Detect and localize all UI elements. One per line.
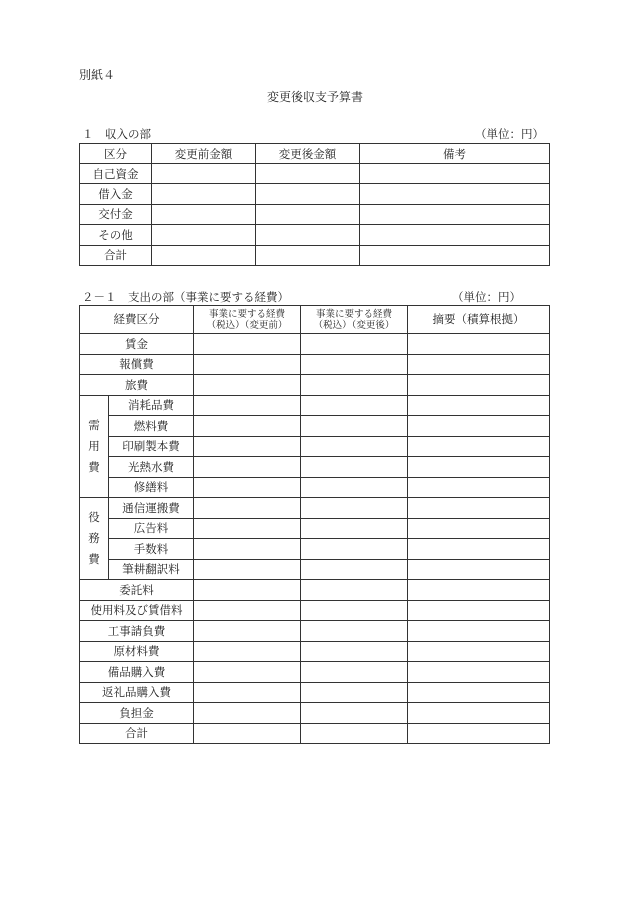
income-before-cell bbox=[152, 204, 256, 224]
expense-before-cell bbox=[194, 354, 301, 375]
expense-before-cell bbox=[194, 580, 301, 601]
table-row bbox=[80, 245, 550, 265]
expense-unit: （単位：円） bbox=[452, 290, 521, 304]
income-col-category: 区分 bbox=[80, 144, 152, 164]
expense-remarks-cell bbox=[408, 641, 550, 662]
expense-before-cell bbox=[194, 436, 301, 457]
expense-row-label: 負担金 bbox=[80, 703, 194, 724]
income-before-cell bbox=[152, 245, 256, 265]
table-row bbox=[80, 334, 550, 355]
expense-after-cell bbox=[301, 621, 408, 642]
expense-remarks-cell bbox=[408, 354, 550, 375]
expense-after-cell bbox=[301, 477, 408, 498]
expense-row-label: 報償費 bbox=[80, 354, 194, 375]
expense-row-label: 備品購入費 bbox=[80, 662, 194, 683]
table-row bbox=[80, 395, 550, 416]
expense-remarks-cell bbox=[408, 723, 550, 744]
expense-sub-row-label: 広告料 bbox=[109, 518, 194, 539]
table-row bbox=[80, 518, 550, 539]
group-label-supplies: 需 用 費 bbox=[80, 395, 109, 498]
table-row bbox=[80, 498, 550, 519]
table-row bbox=[80, 225, 550, 245]
table-row bbox=[80, 682, 550, 703]
income-after-cell bbox=[256, 225, 360, 245]
expense-remarks-cell bbox=[408, 477, 550, 498]
income-before-cell bbox=[152, 164, 256, 184]
expense-col-after-line2: （税込）（変更後） bbox=[313, 319, 395, 331]
income-remarks-cell bbox=[360, 204, 550, 224]
table-row bbox=[80, 641, 550, 662]
expense-after-cell bbox=[301, 682, 408, 703]
expense-before-cell bbox=[194, 703, 301, 724]
expense-row-label: 旅費 bbox=[80, 375, 194, 396]
income-heading: １ 収入の部 bbox=[82, 127, 151, 141]
expense-total-label: 合計 bbox=[80, 723, 194, 744]
expense-remarks-cell bbox=[408, 334, 550, 355]
expense-before-cell bbox=[194, 518, 301, 539]
income-before-cell bbox=[152, 225, 256, 245]
expense-remarks-cell bbox=[408, 498, 550, 519]
income-after-cell bbox=[256, 245, 360, 265]
table-row bbox=[80, 662, 550, 683]
table-row bbox=[80, 703, 550, 724]
income-remarks-cell bbox=[360, 184, 550, 204]
expense-after-cell bbox=[301, 354, 408, 375]
expense-col-before-line2: （税込）（変更前） bbox=[206, 319, 288, 331]
expense-after-cell bbox=[301, 457, 408, 478]
expense-before-cell bbox=[194, 334, 301, 355]
expense-after-cell bbox=[301, 559, 408, 580]
table-row bbox=[80, 600, 550, 621]
expense-remarks-cell bbox=[408, 457, 550, 478]
table-row bbox=[80, 559, 550, 580]
expense-after-cell bbox=[301, 436, 408, 457]
expense-after-cell bbox=[301, 416, 408, 437]
expense-remarks-cell bbox=[408, 436, 550, 457]
expense-after-cell bbox=[301, 580, 408, 601]
income-row-label: 合計 bbox=[80, 245, 152, 265]
group-label-services: 役 務 費 bbox=[80, 498, 109, 580]
expense-row-label: 工事請負費 bbox=[80, 621, 194, 642]
expense-before-cell bbox=[194, 539, 301, 560]
table-row bbox=[80, 621, 550, 642]
expense-before-cell bbox=[194, 457, 301, 478]
expense-before-cell bbox=[194, 416, 301, 437]
table-row bbox=[80, 580, 550, 601]
expense-sub-row-label: 修繕料 bbox=[109, 477, 194, 498]
income-remarks-cell bbox=[360, 245, 550, 265]
expense-after-cell bbox=[301, 539, 408, 560]
expense-col-category: 経費区分 bbox=[80, 306, 194, 334]
income-before-cell bbox=[152, 184, 256, 204]
expense-row-label: 返礼品購入費 bbox=[80, 682, 194, 703]
expense-after-cell bbox=[301, 498, 408, 519]
expense-col-after-line1: 事業に要する経費 bbox=[315, 308, 392, 320]
income-col-after: 変更後金額 bbox=[256, 144, 360, 164]
expense-before-cell bbox=[194, 641, 301, 662]
expense-after-cell bbox=[301, 518, 408, 539]
expense-sub-row-label: 燃料費 bbox=[109, 416, 194, 437]
expense-col-remarks: 摘要（積算根拠） bbox=[408, 306, 550, 334]
expense-table bbox=[79, 305, 550, 744]
expense-before-cell bbox=[194, 498, 301, 519]
document-title: 変更後収支予算書 bbox=[266, 90, 363, 104]
expense-row-label: 賃金 bbox=[80, 334, 194, 355]
table-row bbox=[80, 436, 550, 457]
expense-after-cell bbox=[301, 334, 408, 355]
expense-after-cell bbox=[301, 703, 408, 724]
expense-after-cell bbox=[301, 723, 408, 744]
income-table bbox=[79, 143, 550, 266]
table-row bbox=[80, 416, 550, 437]
expense-remarks-cell bbox=[408, 600, 550, 621]
table-row bbox=[80, 354, 550, 375]
expense-remarks-cell bbox=[408, 375, 550, 396]
income-after-cell bbox=[256, 204, 360, 224]
income-col-before: 変更前金額 bbox=[152, 144, 256, 164]
expense-sub-row-label: 手数料 bbox=[109, 539, 194, 560]
income-remarks-cell bbox=[360, 164, 550, 184]
table-row bbox=[80, 375, 550, 396]
income-row-label: その他 bbox=[80, 225, 152, 245]
expense-remarks-cell bbox=[408, 703, 550, 724]
expense-sub-row-label: 通信運搬費 bbox=[109, 498, 194, 519]
expense-col-after bbox=[301, 306, 408, 334]
table-row bbox=[80, 723, 550, 744]
expense-sub-row-label: 印刷製本費 bbox=[109, 436, 194, 457]
income-row-label: 交付金 bbox=[80, 204, 152, 224]
table-row bbox=[80, 184, 550, 204]
table-row bbox=[80, 477, 550, 498]
income-row-label: 借入金 bbox=[80, 184, 152, 204]
expense-remarks-cell bbox=[408, 559, 550, 580]
income-unit: （単位：円） bbox=[475, 127, 544, 141]
expense-before-cell bbox=[194, 662, 301, 683]
income-row-label: 自己資金 bbox=[80, 164, 152, 184]
expense-remarks-cell bbox=[408, 662, 550, 683]
expense-col-before bbox=[194, 306, 301, 334]
expense-remarks-cell bbox=[408, 621, 550, 642]
expense-before-cell bbox=[194, 682, 301, 703]
income-col-remarks: 備考 bbox=[360, 144, 550, 164]
expense-before-cell bbox=[194, 375, 301, 396]
expense-after-cell bbox=[301, 375, 408, 396]
income-after-cell bbox=[256, 184, 360, 204]
expense-row-label: 使用料及び賃借料 bbox=[80, 600, 194, 621]
income-remarks-cell bbox=[360, 225, 550, 245]
expense-heading: ２－１ 支出の部（事業に要する経費） bbox=[82, 290, 289, 304]
expense-sub-row-label: 筆耕翻訳料 bbox=[109, 559, 194, 580]
expense-after-cell bbox=[301, 395, 408, 416]
income-header-row bbox=[80, 144, 550, 164]
table-row bbox=[80, 204, 550, 224]
expense-sub-row-label: 光熱水費 bbox=[109, 457, 194, 478]
expense-after-cell bbox=[301, 662, 408, 683]
expense-remarks-cell bbox=[408, 580, 550, 601]
expense-remarks-cell bbox=[408, 416, 550, 437]
expense-header-row bbox=[80, 306, 550, 334]
expense-row-label: 委託料 bbox=[80, 580, 194, 601]
income-after-cell bbox=[256, 164, 360, 184]
table-row bbox=[80, 539, 550, 560]
expense-col-before-line1: 事業に要する経費 bbox=[208, 308, 285, 320]
expense-sub-row-label: 消耗品費 bbox=[109, 395, 194, 416]
expense-before-cell bbox=[194, 723, 301, 744]
expense-remarks-cell bbox=[408, 682, 550, 703]
expense-before-cell bbox=[194, 600, 301, 621]
table-row bbox=[80, 457, 550, 478]
expense-before-cell bbox=[194, 477, 301, 498]
expense-after-cell bbox=[301, 641, 408, 662]
appendix-label: 別紙４ bbox=[79, 68, 116, 82]
expense-after-cell bbox=[301, 600, 408, 621]
expense-before-cell bbox=[194, 559, 301, 580]
expense-before-cell bbox=[194, 621, 301, 642]
expense-before-cell bbox=[194, 395, 301, 416]
expense-remarks-cell bbox=[408, 395, 550, 416]
table-row bbox=[80, 164, 550, 184]
expense-row-label: 原材料費 bbox=[80, 641, 194, 662]
expense-remarks-cell bbox=[408, 518, 550, 539]
expense-remarks-cell bbox=[408, 539, 550, 560]
